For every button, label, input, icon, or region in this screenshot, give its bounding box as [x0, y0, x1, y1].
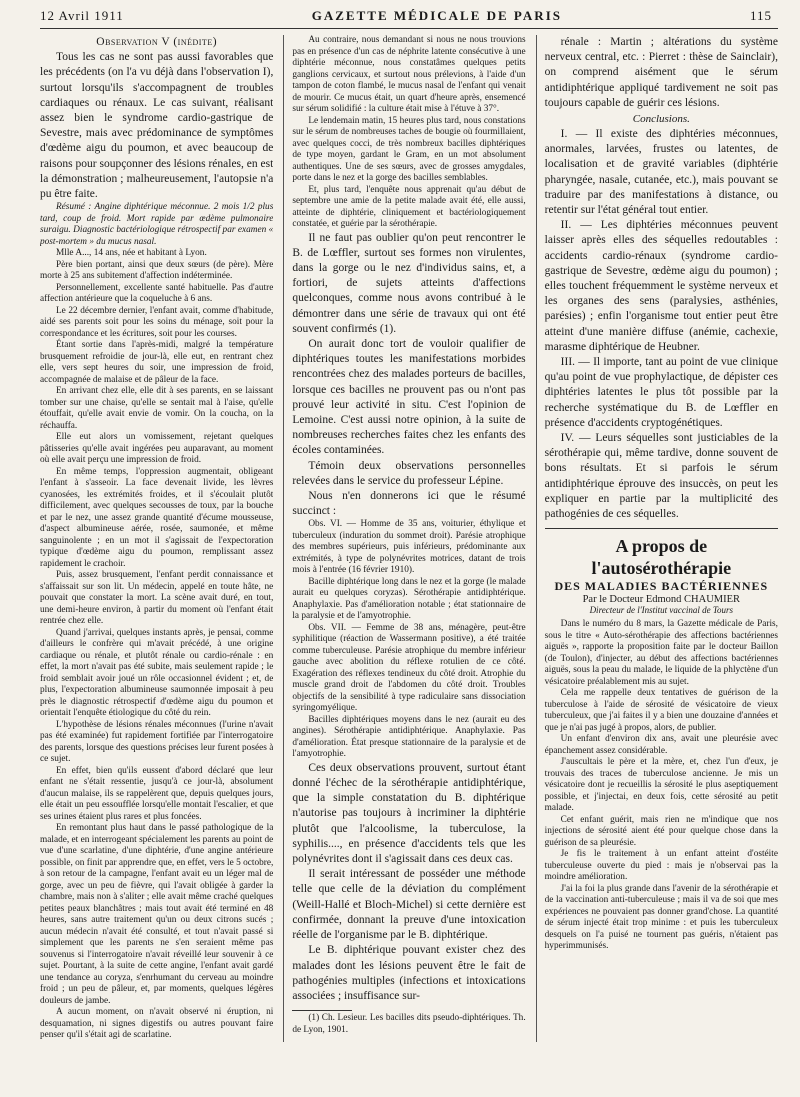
header-page-number: 115	[749, 8, 772, 23]
paragraph: On aurait donc tort de vouloir qualifier de diphtériques toutes les manifestations morbides rencontrées chez des malades porteurs de bacilles, lorsque ces bacilles ne prouvent pas ou n'ont pas prouvé leur activité in situ. C'est l'opinion de Lemoine. C'est aussi notre opinion, à la suite de nombreuses recherches faites chez les enfants des écoles contaminées.	[292, 337, 526, 457]
divider	[545, 528, 778, 529]
paragraph: Cela me rappelle deux tentatives de guérison de la tuberculose à l'aide de sérosité de vésicatoire de vieux tuberculeux, que j'ai faites il y a bien une douzaine d'années et que je n'ai pas jugé à propos, alors, de publier.	[544, 688, 778, 733]
paragraph: Dans le numéro du 8 mars, la Gazette médicale de Paris, sous le titre « Auto-sérothérapie des affections bactériennes aiguës », rapporte la proposition faite par le docteur Baillon (de Toulon), d'injecter, au début des affections bactériennes aiguës, sous la peau du malade, le liquide de la phlyctène d'un vésicatoire préalablement mis au sujet.	[544, 619, 778, 687]
paragraph: Elle eut alors un vomissement, rejetant quelques pâtisseries qu'elle avait ingérées peu auparavant, au moment où elle avait perçu une impression de froid.	[40, 432, 274, 466]
column-left	[40, 35, 273, 1042]
paragraph: Obs. VI. — Homme de 35 ans, voiturier, éthylique et tuberculeux (induration du sommet droit). Parésie atrophique des membres supérieurs, puis inférieurs, prédominante aux extrémités, à type de polynévrites motrices, datant de trois mois à l'entrée (16 février 1910).	[292, 519, 526, 576]
column-right	[536, 35, 778, 1042]
paragraph: Le B. diphtérique pouvant exister chez des malades dont les lésions peuvent être le fait de pathogénies multiples (infections et intoxications associées ; insuffisance sur-	[292, 944, 526, 1002]
paragraph: Témoin deux observations personnelles relevées dans le service du professeur Lépine.	[292, 459, 526, 487]
paragraph: Mlle A..., 14 ans, née et habitant à Lyon.	[56, 248, 207, 259]
paragraph: (1) Ch. Lesieur. Les bacilles dits pseudo-diphtériques. Th. de Lyon, 1901.	[292, 1013, 526, 1035]
divider	[292, 1010, 352, 1011]
paragraph: Cet enfant guérit, mais rien ne m'indique que nos injections de sérosité aient été pour quelque chose dans la guérison de sa pleurésie.	[544, 814, 778, 848]
page-header	[40, 8, 778, 29]
paragraph: Le 22 décembre dernier, l'enfant avait, comme d'habitude, aidé ses parents soit pour les soins du ménage, soit pour la correspondance et les écritures, soit pour les courses.	[40, 305, 274, 339]
paragraph: L'hypothèse de lésions rénales méconnues (l'urine n'avait pas été examinée) fut rapidement fortifiée par l'interrogatoire des parents, lorsque des questions précises leur furent posées à ce sujet.	[40, 719, 274, 765]
paragraph: J'auscultais le père et la mère, et, chez l'un d'eux, je trouvais des traces de tuberculose ancienne. Je mis un vésicatoire dont je recueillis la sérosité le plus aseptiquement possible, et j'injectai, en deux fois, cette sérosité au petit malade.	[544, 757, 778, 814]
paragraph: Il serait intéressant de posséder une méthode telle que celle de la déviation du complément (Weill-Hallé et Bloch-Michel) si cette dernière est confirmée, donnant la preuve d'une intoxication réelle de l'organisme par le B. diphtérique.	[292, 868, 526, 942]
paragraph: III. — Il importe, tant au point de vue clinique qu'au point de vue prophylactique, de dépister ces diphtéries latentes le plus tôt possible par la recherche systématique du B. de Lœffler en présence d'accidents cryptogénétiques.	[544, 356, 778, 429]
paragraph: Conclusions.	[632, 113, 690, 126]
paragraph: IV. — Leurs séquelles sont justiciables de la sérothérapie qui, même tardive, donne souvent de bons résultats. Et si parfois le sérum antidiphtérique éprouve des insuccès, on peut les expliquer en partie par la multiplicité des pathogénies de ces séquelles.	[544, 432, 778, 521]
paragraph: II. — Les diphtéries méconnues peuvent laisser après elles des séquelles redoutables : accidents cardio-rénaux (syndrome cardio-gastrique de Sevestre, œdème aigu du poumon) ; elles touchent fréquemment le système nerveux et les organes des sens (paralysies, asthénies, parésies) ; enfin l'organisme tout entier peut être atteint d'une manière diffuse (anémie, cachexie, marasme diphtérique de Heubner.	[544, 219, 778, 353]
paragraph: A propos de l'autosérothérapie	[591, 536, 732, 579]
paragraph: Nous n'en donnerons ici que le résumé succinct :	[292, 489, 526, 518]
paragraph: Étant sortie dans l'après-midi, malgré la température brusquement refroidie de jour-là, elle eut, en rentrant chez elle, vers sept heures du soir, une impression de froid, accompagnée de malaise et de pâleur de la face.	[40, 340, 274, 385]
header-title: GAZETTE MÉDICALE DE PARIS	[311, 8, 562, 23]
paragraph: En remontant plus haut dans le passé pathologique de la malade, et en interrogeant spécialement les parents au point de vue d'une scarlatine, d'une diphtérie, d'une angine antérieure possible, on finit par apprendre que, en effet, vers le 5 octobre, à son retour de la campagne, l'enfant avait eu un léger mal de gorge, avec un peu de fièvre, qui l'avait obligée à garder la chambre, mais non à s'aliter ; elle avait même craché quelques petites peaux blanchâtres ; mais tout avait été terminé en 48 heures, sans autre traitement qu'un ou deux citrons sucés ; aucun médecin n'avait été consulté, et tout n'avait passé si simplement que les parents ne s'en seraient même pas souvenus si l'interrogatoire n'avait réveillé leur souvenir à ce sujet. Pourtant, à la suite de cette angine, l'enfant avait gardé une tendance au coryza, s'enrhumant du cerveau au moindre froid ; un peu de pâleur, et, par moments, quelques légères douleurs de jambe.	[40, 823, 274, 1006]
paragraph: En effet, bien qu'ils eussent d'abord déclaré que leur enfant ne s'était ressentie, jusqu'à ce jour-là, absolument d'aucun malaise, ils se rappelèrent que, depuis quelques jours, elle était un peu essoufflée lorsqu'elle montait l'escalier, et que ses urines étaient plus rares et plus foncées.	[40, 765, 274, 822]
paragraph: I. — Il existe des diphtéries méconnues, anormales, larvées, frustes ou latentes, de localisation et de gravité variables (diphtérie pharyngée, nasale, cutanée, etc.), mais pouvant se traduire par des manifestations à distance, ou retentir sur l'état général tout entier.	[544, 128, 778, 217]
paragraph: J'ai la foi la plus grande dans l'avenir de la sérothérapie et de la vaccination anti-tuberculeuse ; mais il va de soi que mes expériences ne pouvaient pas donner grand'chose. La quantité de sérum injecté était trop minime : et puis les tuberculeux desquels on l'a puisé ne tournent pas guéris, n'étaient pas hyperimmunisés.	[544, 883, 778, 952]
column-middle	[283, 35, 525, 1042]
paragraph: Par le Docteur Edmond CHAUMIER	[582, 594, 741, 606]
paragraph: Et, plus tard, l'enquête nous apprenait qu'au début de septembre une amie de la petite malade avait été, elle aussi, atteinte de diphtérie, cliniquement et bactériologiquement constatée, et guérie par la sérothérapie.	[292, 184, 526, 229]
columns	[40, 35, 778, 1042]
paragraph: Ces deux observations prouvent, surtout étant donné l'échec de la sérothérapie antidiphtérique, que la simple constatation du B. diphtérique n'autorise pas toujours à incriminer la diphtérie plutôt que l'alcoolisme, la tuberculose, la syphilis...., en présence d'accidents tels que les polynévrites dont il s'agissait dans ces deux cas.	[292, 761, 526, 866]
header-date: 12 Avril 1911	[40, 8, 124, 23]
paragraph: Bacilles diphtériques moyens dans le nez (aurait eu des angines). Sérothérapie antidiphtérique. Anaphylaxie. Pas d'amélioration. État presque stationnaire de la paralysie et de l'amyotrophie.	[292, 714, 526, 760]
paragraph: Au contraire, nous demandant si nous ne nous trouvions pas en présence d'un cas de néphrite latente consécutive à une diphtérie méconnue, nous constatâmes quelques petits ganglions cervicaux, et surtout nous prélevions, à l'aide d'un tampon de coton flambé, le mucus nasal de l'enfant qui venait de mourir. Ce mucus était, un quart d'heure après, ensemencé sur sérum solidifié : la culture était mise à l'étuve à 37°.	[292, 35, 526, 114]
paragraph: Un enfant d'environ dix ans, avait une pleurésie avec épanchement assez considérable.	[544, 734, 778, 756]
paragraph: A aucun moment, on n'avait observé ni éruption, ni desquamation, ni signes digestifs ou autres pouvant faire penser qu'il s'était agi de scarlatine.	[40, 1007, 274, 1041]
paragraph: Directeur de l'Institut vaccinal de Tours	[589, 605, 734, 616]
paragraph: Résumé : Angine diphtérique méconnue. 2 mois 1/2 plus tard, coup de froid. Mort rapide par œdème pulmonaire suraigu. Diagnostic bactériologique rétrospectif par examen « post-mortem » du mucus nasal.	[40, 202, 274, 247]
paragraph: Quand j'arrivai, quelques instants après, je pensai, comme d'ailleurs le confrère qui m'avait précédé, à une origine cardiaque ou rénale, et plutôt rénale ou cardio-rénale : en effet, la mort n'avait pas été subite, mais seulement rapide ; le froid semblait avoir joué un rôle occasionnel évident ; et, de plus, l'expectoration albumineuse saumonnée imposait à peu près le diagnostic rétrospectif d'œdème aigu du poumon et orientait l'enquête étiologique du côté du rein.	[40, 627, 274, 719]
paragraph: Obs. VII. — Femme de 38 ans, ménagère, peut-être syphilitique (réaction de Wassermann positive), a été traitée comme tuberculeuse. Parésie atrophique du membre inférieur gauche avec abolition du réflexe rotulien de ce côté. Exagération des réflexes tendineux du côté droit. Atrophie du muscle grand droit de l'abdomen du côté droit. Troubles objectifs de la sensibilité à type radiculaire sans dissociation syringomyélique.	[292, 622, 526, 714]
paragraph: Puis, assez brusquement, l'enfant perdit connaissance et s'affaissait sur son lit. Un médecin, appelé en toute hâte, ne pouvait que constater la mort. La scène avait duré, en tout, une demi-heure environ, à partir du moment où l'enfant était rentrée chez elle.	[40, 570, 274, 627]
paragraph: Tous les cas ne sont pas aussi favorables que les précédents (on l'a vu déjà dans l'observation I), surtout lorsqu'ils s'accompagnent de troubles cardiaques ou rénaux. Le cas suivant, réalisant assez bien le syndrome cardio-gastrique de Sevestre, mais avec prédominance de symptômes d'œdème aigu du poumon, et avec beaucoup de raisons pour soupçonner des lésions rénales, en est la démonstration ; malheureusement, l'autopsie n'a pu être faite.	[40, 51, 274, 201]
paragraph: Observation V (inédite)	[96, 36, 218, 48]
paragraph: Je fis le traitement à un enfant atteint d'ostéite tuberculeuse ouverte du pied : mais je n'observai pas la moindre amélioration.	[544, 849, 778, 883]
paragraph: DES MALADIES BACTÉRIENNES	[554, 579, 769, 594]
paragraph: Personnellement, excellente santé habituelle. Pas d'autre affection antérieure que la coqueluche à 6 ans.	[40, 282, 274, 305]
paragraph: En arrivant chez elle, elle dit à ses parents, en se laissant tomber sur une chaise, qu'elle se sentait mal à l'aise, qu'elle étouffait, qu'elle avait envie de vomir. On la coucha, on la réchauffa.	[40, 386, 274, 431]
paragraph: Père bien portant, ainsi que deux sœurs (de père). Mère morte à 25 ans subitement d'affection indéterminée.	[40, 259, 274, 282]
paragraph: rénale : Martin ; altérations du système nerveux central, etc. : Pierret : thèse de Sainclair), on comprend aisément que le sérum antidiphtérique appliqué tardivement ne soit pas toujours capable de guérir ces lésions.	[544, 36, 778, 109]
paragraph: Bacille diphtérique long dans le nez et la gorge (le malade aurait eu quelques coryzas). Sérothérapie antidiphtérique. Anaphylaxie. Pas d'amélioration notable ; état stationnaire de la paralysie et de l'amyotrophie.	[292, 576, 526, 622]
paragraph: Le lendemain matin, 15 heures plus tard, nous constations sur le sérum de nombreuses taches de bougie où fourmillaient, avec quelques cocci, de très nombreux bacilles diphtériques de type moyen, gardant le Gram, en un mot absolument authentiques. Une de ses sœurs, avec de grosses amygdales, porte dans le nez et la gorge des bacilles semblables.	[292, 115, 526, 183]
paragraph: Il ne faut pas oublier qu'on peut rencontrer le B. de Lœffler, surtout ses formes non virulentes, dans la gorge ou le nez d'individus sains, et, a fortiori, de sujets atteints d'affections quelconques, comme nous avons contribué à le démontrer dans une série de travaux qui ont été souvent confirmés (1).	[292, 231, 526, 335]
paragraph: En même temps, l'oppression augmentait, obligeant l'enfant à s'asseoir. La face devenait livide, les lèvres cyanosées, les extrémités froides, et il s'écoulait plutôt difficilement, avec quelques secousses de toux, par la bouche et par le nez, une assez grande quantité d'écume mousseuse, d'aspect albumineuse aérée, rosée, saumonée, et même sanguinolente ; en un mot il s'agissait de l'expectoration typique d'œdème aigu du poumon, remplissant assez rapidement le crachoir.	[40, 466, 274, 569]
